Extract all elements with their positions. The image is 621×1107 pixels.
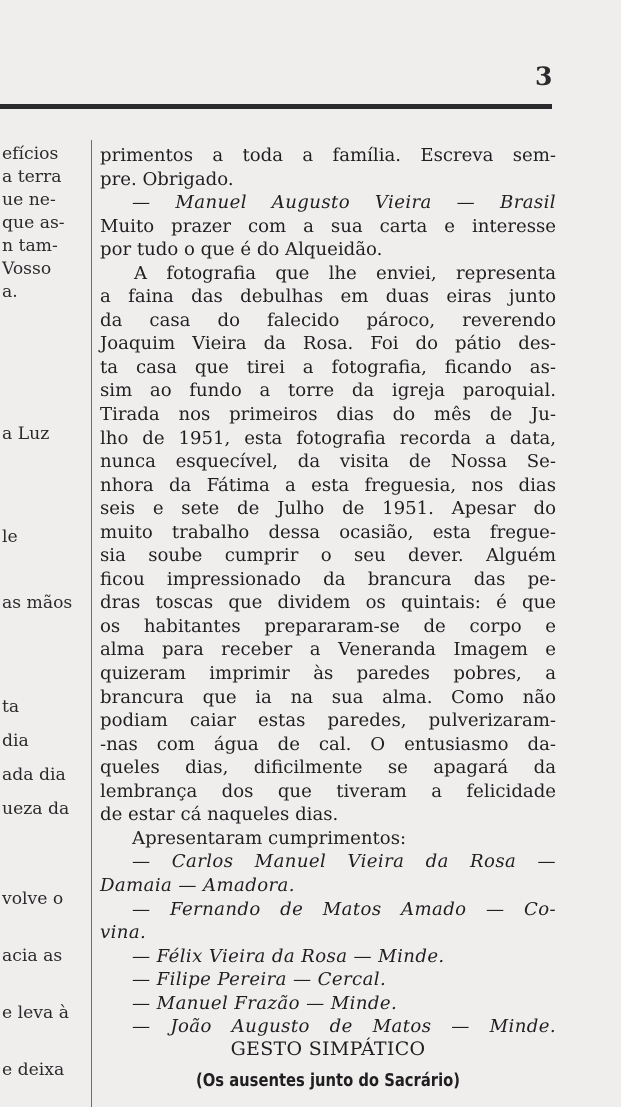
text-line: — Carlos Manuel Vieira da Rosa — <box>132 851 556 873</box>
text-line: sim ao fundo a torre da igreja paroquial. <box>100 380 556 402</box>
text-line: Apresentaram cumprimentos: <box>132 827 407 849</box>
left-column-line: le <box>2 527 18 547</box>
text-line: de estar cá naqueles dias. <box>100 804 339 826</box>
text-line: primentos a toda a família. Escreva sem- <box>100 145 556 166</box>
text-line: da casa do falecido pároco, reverendo <box>100 309 556 331</box>
left-column-line: n tam- <box>2 236 58 256</box>
column-divider <box>91 140 92 1107</box>
text-line: a faina das debulhas em duas eiras junto <box>100 286 556 308</box>
text-line: — Fernando de Matos Amado — Co- <box>132 898 556 920</box>
text-line: quizeram imprimir às paredes pobres, a <box>100 663 556 685</box>
text-line: nunca esquecível, da visita de Nossa Se- <box>100 451 556 473</box>
text-line: — Félix Vieira da Rosa — Minde. <box>132 945 445 967</box>
left-column-line: a terra <box>2 167 62 187</box>
left-column-line: ta <box>2 697 20 717</box>
text-line: — Manuel Frazão — Minde. <box>132 992 398 1014</box>
left-column-line: e deixa <box>2 1060 65 1080</box>
left-column-line: a. <box>2 282 18 302</box>
text-line: ta casa que tirei a fotografia, ficando as- <box>100 356 556 378</box>
text-line: por tudo o que é do Alqueidão. <box>100 239 383 261</box>
text-line: nhora da Fátima a esta freguesia, nos dias <box>100 474 556 496</box>
text-line: dras toscas que dividem os quintais: é que <box>100 592 556 614</box>
text-line: ficou impressionado da brancura das pe- <box>100 568 556 590</box>
text-line: sia soube cumprir o seu dever. Alguém <box>100 545 556 567</box>
text-line: — Manuel Augusto Vieira — Brasil <box>132 192 556 214</box>
left-column-line: volve o <box>2 889 64 909</box>
text-line: queles dias, dificilmente se apagará da <box>100 757 556 779</box>
text-line: podiam caiar estas paredes, pulverizaram- <box>100 710 556 732</box>
left-column-line: Vosso <box>2 259 52 279</box>
left-column-line: ada dia <box>2 765 66 785</box>
left-column-line: dia <box>2 731 29 751</box>
main-column-text <box>100 144 556 1039</box>
left-column-line: e leva à <box>2 1003 69 1023</box>
text-line: — Filipe Pereira — Cercal. <box>132 969 387 991</box>
text-line: vina. <box>100 922 147 944</box>
section-title: GESTO SIMPÁTICO <box>230 1038 426 1060</box>
page-number: 3 <box>535 62 553 91</box>
left-column-line: a Luz <box>2 424 50 444</box>
text-line: Muito prazer com a sua carta e interesse <box>100 215 556 237</box>
header-rule <box>0 104 552 109</box>
text-line: — João Augusto de Matos — Minde. <box>132 1016 556 1038</box>
left-column-line: as mãos <box>2 593 73 613</box>
section-subtitle: (Os ausentes junto do Sacrário) <box>195 1070 461 1091</box>
text-line: Damaia — Amadora. <box>100 874 295 896</box>
text-line: -nas com água de cal. O entusiasmo da- <box>100 733 556 755</box>
left-column-line: efícios <box>2 144 59 164</box>
left-column-line: que as- <box>2 213 65 233</box>
text-line: lho de 1951, esta fotografia recorda a data, <box>100 427 556 449</box>
text-line: A fotografia que lhe enviei, representa <box>134 262 556 284</box>
text-line: seis e sete de Julho de 1951. Apesar do <box>100 498 556 520</box>
left-column-line: acia as <box>2 946 63 966</box>
text-line: alma para receber a Veneranda Imagem e <box>100 639 556 661</box>
left-column-line: ue ne- <box>2 190 56 210</box>
text-line: brancura que ia na sua alma. Como não <box>100 686 556 708</box>
text-line: Tirada nos primeiros dias do mês de Ju- <box>100 404 556 426</box>
text-line: pre. Obrigado. <box>100 168 234 190</box>
left-column-line: ueza da <box>2 799 70 819</box>
text-line: Joaquim Vieira da Rosa. Foi do pátio des- <box>100 333 556 355</box>
text-line: muito trabalho dessa ocasião, esta fregue- <box>100 521 556 543</box>
text-line: lembrança dos que tiveram a felicidade <box>100 780 556 802</box>
text-line: os habitantes prepararam-se de corpo e <box>100 615 556 637</box>
